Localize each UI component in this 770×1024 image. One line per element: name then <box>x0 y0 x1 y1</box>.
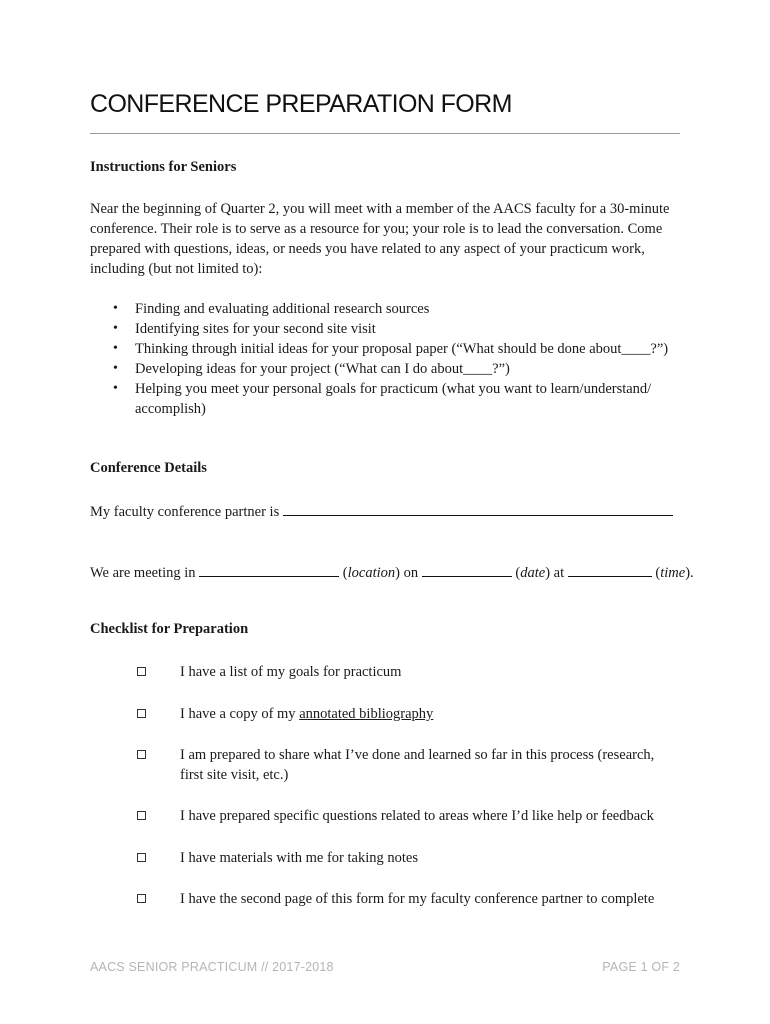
partner-blank[interactable] <box>283 501 673 516</box>
instructions-paragraph: Near the beginning of Quarter 2, you will meet with a member of the AACS faculty for a 30-minute conference. Their role is to serve as a resource for you; your role is to lead the conversation. Come prepared with questions, ideas, or needs you have related to any aspect of your practicum work, including (but not limited to): <box>90 201 670 277</box>
list-item: • Finding and evaluating additional research sources <box>90 299 680 319</box>
time-label: time <box>660 565 686 581</box>
checklist-heading: Checklist for Preparation <box>90 621 249 637</box>
date-blank[interactable] <box>422 562 512 577</box>
date-label: date <box>520 565 546 581</box>
checklist-item <box>90 806 680 826</box>
meeting-prefix: We are meeting in <box>90 565 196 581</box>
footer-left: AACS SENIOR PRACTICUM // 2017-2018 <box>90 960 334 974</box>
checkbox[interactable] <box>137 750 146 759</box>
checkbox[interactable] <box>137 853 146 862</box>
partner-label: My faculty conference partner is <box>90 504 280 520</box>
partner-row <box>90 501 673 521</box>
location-blank[interactable] <box>199 562 339 577</box>
checklist-item-text: I have a list of my goals for practicum <box>180 664 402 680</box>
checklist-item-text: I have prepared specific questions related to areas where I’d like help or feedback <box>180 808 654 824</box>
on-label: on <box>403 565 419 581</box>
checklist-item-text: I have a copy of my annotated bibliography <box>180 706 434 722</box>
checklist-item <box>90 889 680 909</box>
checkbox[interactable] <box>137 709 146 718</box>
time-blank[interactable] <box>568 562 652 577</box>
list-item: • Thinking through initial ideas for your proposal paper (“What should be done about____?”) <box>90 339 680 359</box>
checkbox[interactable] <box>137 894 146 903</box>
checklist-item-text: I have the second page of this form for my faculty conference partner to complete <box>180 891 655 907</box>
at-label: at <box>553 565 565 581</box>
checkbox[interactable] <box>137 811 146 820</box>
page-title: CONFERENCE PREPARATION FORM <box>90 90 512 118</box>
title-divider <box>90 133 680 134</box>
checklist-item-text: I have materials with me for taking notes <box>180 850 418 866</box>
checklist-item <box>90 848 680 868</box>
checklist-item <box>90 662 680 682</box>
checkbox[interactable] <box>137 667 146 676</box>
annotated-bibliography-link[interactable]: annotated bibliography <box>299 706 434 722</box>
meeting-row: We are meeting in (location) on (date) at (time). <box>90 562 694 582</box>
checklist-item <box>90 745 680 785</box>
footer-page-number: PAGE 1 OF 2 <box>602 960 680 974</box>
details-heading: Conference Details <box>90 460 207 476</box>
list-item: • Helping you meet your personal goals for practicum (what you want to learn/understand/ accomplish) <box>90 379 680 419</box>
list-item: • Developing ideas for your project (“What can I do about____?”) <box>90 359 680 379</box>
checklist-item <box>90 704 680 724</box>
instructions-heading: Instructions for Seniors <box>90 159 237 175</box>
checklist-item-text: I am prepared to share what I’ve done and learned so far in this process (research, first site visit, etc.) <box>180 747 655 783</box>
topic-list <box>90 299 680 419</box>
location-label: location <box>347 565 396 581</box>
list-item: • Identifying sites for your second site visit <box>90 319 680 339</box>
